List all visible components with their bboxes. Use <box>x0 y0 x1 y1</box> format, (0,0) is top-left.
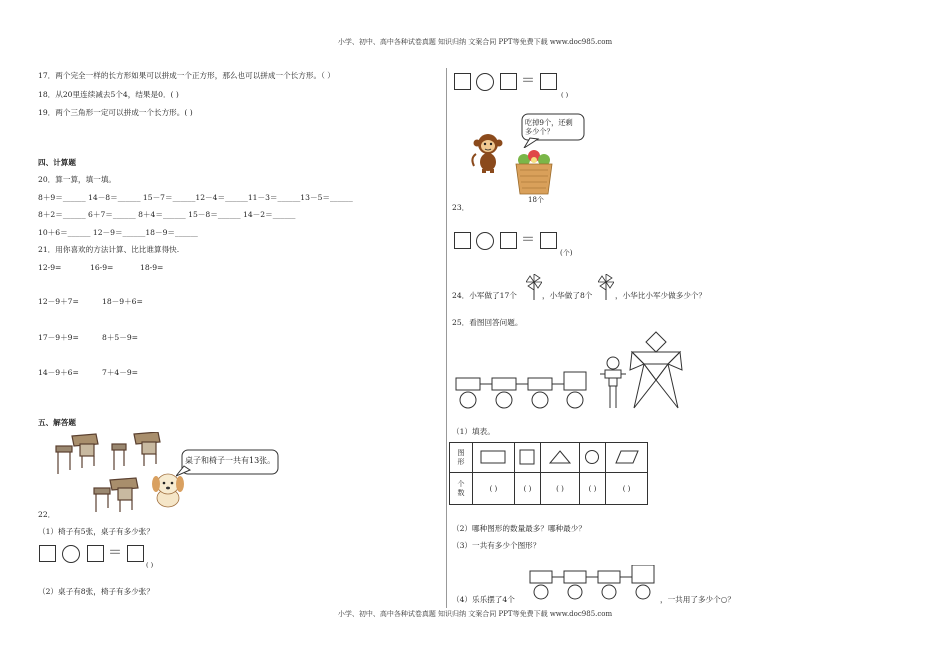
q20-row-3: 10＋6＝______ 12－9＝______18－9＝______ <box>38 228 198 237</box>
circle-shape-cell <box>579 443 605 473</box>
q22-part-1: （1）椅子有5张，桌子有多少张？ <box>38 527 154 536</box>
q25-part-1: （1）填表。 <box>452 427 495 436</box>
q21-a1: 12-9= <box>38 263 62 272</box>
count-cell-circle[interactable]: ( ) <box>579 473 605 505</box>
column-divider <box>446 68 447 608</box>
circle-icon <box>584 449 600 465</box>
q21-b1: 12－9＋7= <box>38 297 79 306</box>
train-figure <box>454 368 590 412</box>
figure-person-small <box>600 355 626 409</box>
q21-a3: 18-9= <box>140 263 164 272</box>
parallelogram-icon <box>614 449 640 465</box>
unit-23: (个) <box>560 249 573 257</box>
row-label-shape: 图 形 <box>450 443 473 473</box>
equals-sign: ＝ <box>521 232 535 248</box>
monkey-icon <box>470 132 506 174</box>
section-4-title: 四、计算题 <box>38 158 76 167</box>
q21-d2: 7＋4－9= <box>102 368 139 377</box>
operator-circle-22-1[interactable] <box>62 545 80 563</box>
triangle-icon <box>548 449 572 465</box>
operator-circle-23[interactable] <box>476 232 494 250</box>
speech-text-22: 桌子和椅子一共有13张。 <box>185 456 276 465</box>
answer-box-22-1b[interactable] <box>87 545 104 562</box>
basket-label: 18个 <box>528 196 544 204</box>
q25-part-2: （2）哪种图形的数量最多？哪种最少？ <box>452 524 586 533</box>
page-header: 小学、初中、高中各种试卷真题 知识归纳 文案合同 PPT等免费下载 www.doc985.com <box>337 38 613 46</box>
operator-circle-top[interactable] <box>476 73 494 91</box>
answer-box-top-a[interactable] <box>454 73 471 90</box>
pinwheel-icon <box>598 274 614 300</box>
train-figure-small <box>528 565 658 603</box>
tangram-figure <box>628 330 684 410</box>
q21-d1: 14－9＋6= <box>38 368 79 377</box>
question-17: 17．两个完全一样的长方形如果可以拼成一个正方形，那么也可以拼成一个长方形。（ ） <box>38 71 335 80</box>
triangle-shape-cell <box>541 443 580 473</box>
q21-c1: 17－9＋9= <box>38 333 79 342</box>
answer-box-top-b[interactable] <box>500 73 517 90</box>
q21-c2: 8＋5－9= <box>102 333 139 342</box>
parallelogram-shape-cell <box>606 443 648 473</box>
count-cell-triangle[interactable]: ( ) <box>541 473 580 505</box>
q21-a2: 16-9= <box>90 263 114 272</box>
unit-paren-22-1: ( ) <box>146 561 154 569</box>
count-cell-parallelogram[interactable]: ( ) <box>606 473 648 505</box>
question-23: 23． <box>452 203 470 212</box>
q22-part-2: （2）桌子有8张，椅子有多少张？ <box>38 587 154 596</box>
pinwheel-icon <box>526 274 542 300</box>
answer-box-22-1a[interactable] <box>39 545 56 562</box>
square-icon <box>519 449 535 465</box>
page-footer: 小学、初中、高中各种试卷真题 知识归纳 文案合同 PPT等免费下载 www.doc985.com <box>337 610 613 618</box>
question-22: 22． <box>38 510 56 519</box>
q21-b2: 18－9＋6= <box>102 297 143 306</box>
question-21: 21．用你喜欢的方法计算、比比谁算得快. <box>38 245 180 254</box>
square-shape-cell <box>514 443 540 473</box>
question-25: 25．看图回答问题。 <box>452 318 523 327</box>
q20-row-1: 8＋9＝______ 14－8＝______ 15－7＝______12－4＝______11－3＝______13－5＝______ <box>38 193 353 202</box>
question-19: 19．两个三角形一定可以拼成一个长方形。( ) <box>38 108 193 117</box>
q25-part-3: （3）一共有多少个图形？ <box>452 541 541 550</box>
answer-box-23a[interactable] <box>454 232 471 249</box>
speech-text-23: 吃掉9个，还剩多少个？ <box>525 118 573 136</box>
section-5-title: 五、解答题 <box>38 418 76 427</box>
answer-box-23c[interactable] <box>540 232 557 249</box>
count-cell-rectangle[interactable]: ( ) <box>473 473 515 505</box>
q24-part-b: ，小华做了8个 <box>542 291 593 300</box>
q24-part-c: ，小华比小军少做多少个？ <box>615 291 707 300</box>
equals-sign: ＝ <box>108 545 122 561</box>
count-cell-square[interactable]: ( ) <box>514 473 540 505</box>
rectangle-shape-cell <box>473 443 515 473</box>
answer-box-22-1c[interactable] <box>127 545 144 562</box>
equals-sign: ＝ <box>521 73 535 89</box>
q24-part-a: 24．小军做了17个 <box>452 291 517 300</box>
shape-count-table <box>449 442 648 505</box>
unit-paren-top: ( ) <box>561 91 569 99</box>
fruit-basket-icon <box>512 148 556 196</box>
q25-part-4a: （4）乐乐摆了4个 <box>452 595 515 604</box>
answer-box-23b[interactable] <box>500 232 517 249</box>
desk-chair-3 <box>94 478 138 512</box>
rectangle-icon <box>480 449 506 465</box>
question-18: 18．从20里连续减去5个4，结果是0．( ) <box>38 90 179 99</box>
q20-row-2: 8＋2＝______ 6＋7＝______ 8＋4＝______ 15－8＝______ 14－2＝______ <box>38 210 296 219</box>
question-20: 20．算一算，填一填。 <box>38 175 117 184</box>
q25-part-4b: ，一共用了多少个○？ <box>660 595 735 604</box>
desk-chair-1 <box>56 434 98 474</box>
row-label-count: 个 数 <box>450 473 473 505</box>
desk-chair-2 <box>112 432 160 470</box>
answer-box-top-c[interactable] <box>540 73 557 90</box>
